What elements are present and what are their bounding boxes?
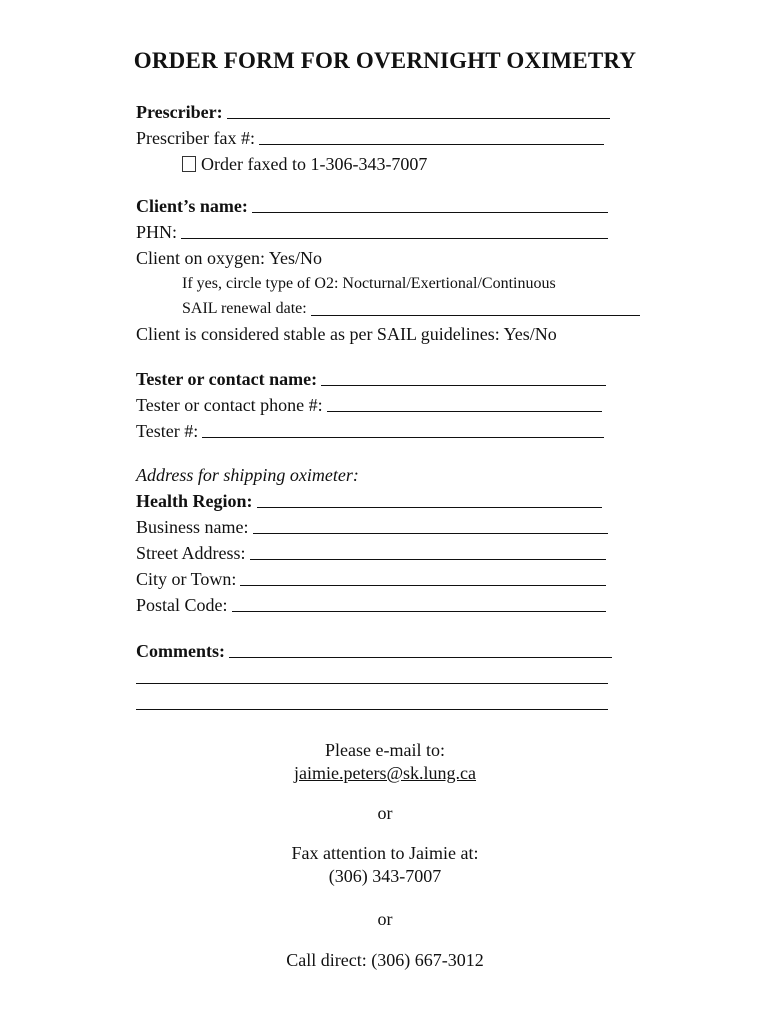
client-stable-row [136,322,616,344]
comments-input-line[interactable] [229,657,612,658]
sail-renewal-input-line[interactable] [311,315,640,316]
tester-number-input-line[interactable] [202,437,604,438]
tester-name-input-line[interactable] [321,385,606,386]
phn-field[interactable] [136,220,608,242]
phn-label: PHN: [136,222,178,242]
fax-prompt: Fax attention to Jaimie at: [291,843,479,863]
client-oxygen-row [136,246,616,268]
order-faxed-label: Order faxed to 1-306-343-7007 [201,154,428,174]
sail-renewal-label: SAIL renewal date: [182,300,307,317]
client-name-label: Client’s name: [136,196,248,216]
street-address-input-line[interactable] [250,559,607,560]
health-region-input-line[interactable] [257,507,603,508]
postal-code-input-line[interactable] [232,611,606,612]
client-oxygen-label: Client on oxygen: Yes/No [136,248,323,268]
city-town-label: City or Town: [136,569,237,589]
health-region-label: Health Region: [136,491,253,511]
shipping-heading-row [136,463,616,485]
prescriber-fax-input-line[interactable] [259,144,604,145]
form-title: ORDER FORM FOR OVERNIGHT OXIMETRY [133,48,637,73]
email-prompt: Please e-mail to: [325,740,445,760]
tester-number-label: Tester #: [136,421,199,441]
tester-name-field[interactable] [136,367,606,389]
street-address-field[interactable] [136,541,606,563]
o2-type-label: If yes, circle type of O2: Nocturnal/Exertional/Continuous [182,275,556,292]
tester-number-field[interactable] [136,419,604,441]
o2-type-row [182,272,662,294]
fax-number: (306) 343-7007 [328,866,442,886]
street-address-label: Street Address: [136,543,246,563]
city-town-field[interactable] [136,567,606,589]
email-row [0,763,770,784]
sail-renewal-field[interactable] [182,297,640,319]
health-region-field[interactable] [136,489,602,511]
comments-extra-line-1[interactable] [136,683,608,684]
city-town-input-line[interactable] [240,585,606,586]
shipping-heading: Address for shipping oximeter: [136,465,359,485]
comments-extra-line-2[interactable] [136,709,608,710]
prescriber-input-line[interactable] [227,118,610,119]
tester-phone-input-line[interactable] [327,411,602,412]
prescriber-fax-label: Prescriber fax #: [136,128,255,148]
prescriber-label: Prescriber: [136,102,223,122]
prescriber-field[interactable] [136,100,610,122]
phn-input-line[interactable] [181,238,608,239]
order-faxed-checkbox[interactable] [182,156,196,172]
tester-phone-label: Tester or contact phone #: [136,395,323,415]
postal-code-field[interactable] [136,593,606,615]
postal-code-label: Postal Code: [136,595,228,615]
client-name-field[interactable] [136,194,608,216]
comments-field[interactable] [136,639,612,661]
order-faxed-checkbox-row[interactable] [182,152,662,174]
call-direct: Call direct: (306) 667-3012 [286,950,484,970]
client-stable-label: Client is considered stable as per SAIL guidelines: Yes/No [136,324,557,344]
business-name-input-line[interactable] [253,533,609,534]
business-name-field[interactable] [136,515,608,537]
or-separator-2: or [377,909,393,929]
tester-phone-field[interactable] [136,393,602,415]
or-separator-1: or [377,803,393,823]
client-name-input-line[interactable] [252,212,608,213]
tester-name-label: Tester or contact name: [136,369,318,389]
email-link[interactable]: jaimie.peters@sk.lung.ca [293,763,477,783]
prescriber-fax-field[interactable] [136,126,604,148]
comments-label: Comments: [136,641,225,661]
business-name-label: Business name: [136,517,249,537]
